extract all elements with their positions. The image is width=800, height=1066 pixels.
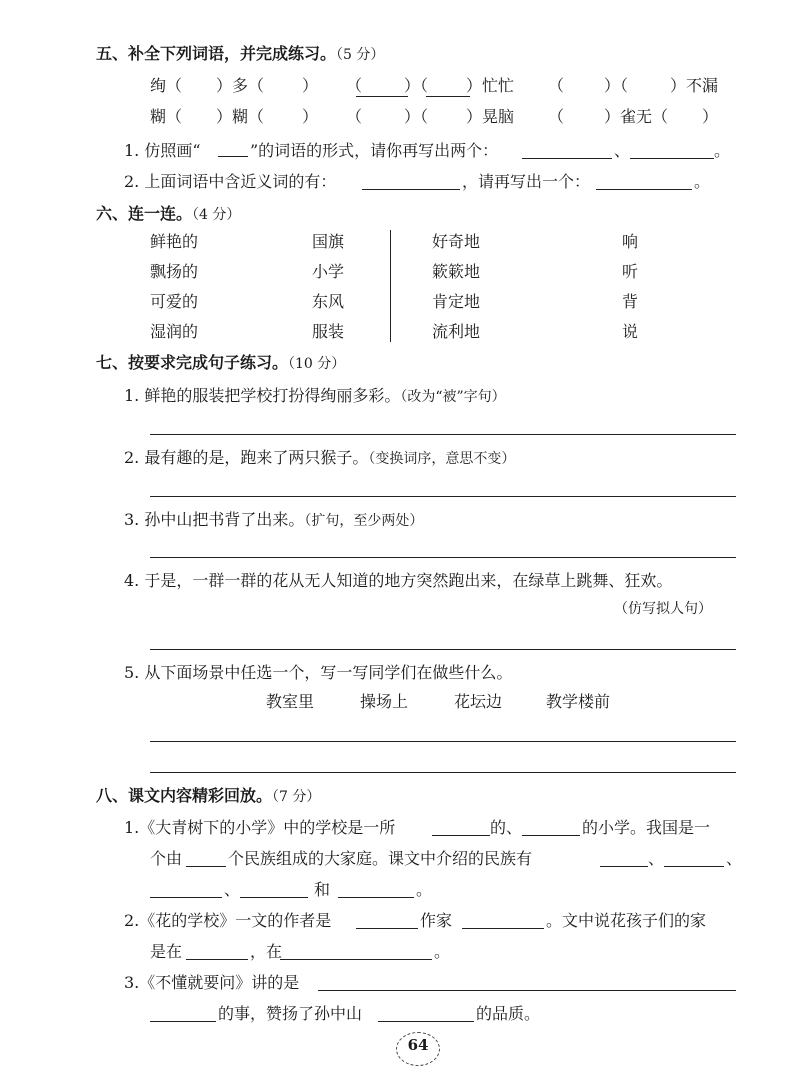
s8-q1-text: 的小学。我国是一 bbox=[582, 818, 711, 837]
s5-row2-text: ） bbox=[702, 107, 719, 126]
s8-q1-text: 和 bbox=[314, 880, 331, 899]
s8-q2-text: 。文中说花孩子们的家 bbox=[546, 911, 707, 930]
s5-row2-text: ）晃脑 bbox=[466, 107, 515, 126]
column-divider bbox=[390, 230, 391, 342]
match-item: 响 bbox=[622, 232, 639, 251]
s8-q1-blank[interactable] bbox=[240, 897, 308, 898]
section5-heading: 五、补全下列词语，并完成练习。（5 分） bbox=[96, 44, 385, 63]
s5-row1-text: ）（ bbox=[404, 76, 429, 95]
s8-q2-blank[interactable] bbox=[462, 928, 544, 929]
s5-q1-answer2[interactable] bbox=[630, 158, 714, 159]
s8-q1-blank[interactable] bbox=[600, 866, 648, 867]
s7-q5-answer-line[interactable] bbox=[150, 741, 736, 742]
match-item: 湿润的 bbox=[150, 322, 199, 341]
s8-q1-blank[interactable] bbox=[186, 866, 226, 867]
section6-heading: 六、连一连。（4 分） bbox=[96, 204, 241, 223]
s5-row1-text: ） bbox=[302, 76, 319, 95]
s7-q1: 1. 鲜艳的服装把学校打扮得绚丽多彩。（改为“被”字句） bbox=[124, 386, 506, 405]
s8-q1-text: 、 bbox=[648, 849, 665, 868]
scene-option: 花坛边 bbox=[454, 692, 503, 711]
s8-q1-text: 的、 bbox=[490, 818, 523, 837]
s5-q2-text: ，请再写出一个： bbox=[462, 172, 591, 191]
s5-q1-text: ”的词语的形式，请你再写出两个： bbox=[250, 141, 499, 160]
s5-row2-text: 糊（ bbox=[150, 107, 183, 126]
s8-q1-text: 、 bbox=[726, 849, 743, 868]
s7-q4-answer-line[interactable] bbox=[150, 649, 736, 650]
s8-q2-blank[interactable] bbox=[186, 959, 248, 960]
scene-option: 教学楼前 bbox=[546, 692, 611, 711]
match-item: 东风 bbox=[312, 292, 345, 311]
s8-q1-blank[interactable] bbox=[150, 897, 222, 898]
s8-q1-blank[interactable] bbox=[432, 835, 490, 836]
s5-row1-blank[interactable] bbox=[426, 96, 470, 97]
s5-q1-text: 。 bbox=[714, 141, 731, 160]
scene-option: 操场上 bbox=[360, 692, 409, 711]
s7-q5-answer-line[interactable] bbox=[150, 772, 736, 773]
s5-row1-text: ）（ bbox=[604, 76, 629, 95]
scene-option: 教室里 bbox=[266, 692, 315, 711]
s8-q2-text: 2.《花的学校》一文的作者是 bbox=[124, 911, 332, 930]
page-number: 64 bbox=[396, 1032, 440, 1066]
s5-row2-text: ） bbox=[302, 107, 319, 126]
match-item: 簌簌地 bbox=[432, 262, 481, 281]
s7-q4-note: （仿写拟人句） bbox=[614, 601, 712, 617]
s5-q2-text: 2. 上面词语中含近义词的有： bbox=[124, 172, 337, 191]
s8-q3-text: 的品质。 bbox=[476, 1004, 541, 1023]
s8-q3-blank[interactable] bbox=[150, 1021, 216, 1022]
s5-row2-text: （ bbox=[346, 107, 363, 126]
s8-q3-blank[interactable] bbox=[318, 990, 736, 991]
s5-row2-text: （ bbox=[548, 107, 565, 126]
s5-q2-text: 。 bbox=[694, 172, 711, 191]
match-item: 可爱的 bbox=[150, 292, 199, 311]
s8-q1-text: 1.《大青树下的小学》中的学校是一所 bbox=[124, 818, 396, 837]
match-item: 听 bbox=[622, 262, 639, 281]
s8-q2-blank[interactable] bbox=[280, 959, 432, 960]
s5-row2-text: ）（ bbox=[404, 107, 429, 126]
s5-q1-text: 1. 仿照画“ bbox=[124, 141, 201, 160]
s5-q2-answer2[interactable] bbox=[596, 189, 692, 190]
s8-q1-blank[interactable] bbox=[664, 866, 724, 867]
s8-q1-text: 个民族组成的大家庭。课文中介绍的民族有 bbox=[228, 849, 533, 868]
match-item: 飘扬的 bbox=[150, 262, 199, 281]
s5-row1-text: ）不漏 bbox=[670, 76, 719, 95]
s5-row1-text: （ bbox=[548, 76, 565, 95]
s8-q2-text: 作家 bbox=[420, 911, 453, 930]
s7-q2-answer-line[interactable] bbox=[150, 496, 736, 497]
s8-q2-text: 。 bbox=[434, 942, 451, 961]
match-item: 小学 bbox=[312, 262, 345, 281]
s8-q1-text: 。 bbox=[416, 880, 433, 899]
s5-q1-answer1[interactable] bbox=[522, 158, 612, 159]
s5-row1-text: （ bbox=[346, 76, 363, 95]
s7-q1-answer-line[interactable] bbox=[150, 434, 736, 435]
s5-row1-blank[interactable] bbox=[356, 96, 408, 97]
s5-q2-answer1[interactable] bbox=[362, 189, 460, 190]
s8-q1-text: 、 bbox=[224, 880, 241, 899]
match-item: 服装 bbox=[312, 322, 345, 341]
s8-q1-blank[interactable] bbox=[338, 897, 414, 898]
s5-row1-text: ）多（ bbox=[216, 76, 265, 95]
s8-q3-text: 3.《不懂就要问》讲的是 bbox=[124, 973, 300, 992]
match-item: 说 bbox=[622, 322, 639, 341]
s7-q4: 4. 于是，一群一群的花从无人知道的地方突然跑出来，在绿草上跳舞、狂欢。 bbox=[124, 571, 673, 590]
s8-q2-text: 是在 bbox=[150, 942, 183, 961]
s8-q3-text: 的事，赞扬了孙中山 bbox=[218, 1004, 363, 1023]
s8-q3-blank[interactable] bbox=[378, 1021, 474, 1022]
s8-q1-blank[interactable] bbox=[522, 835, 580, 836]
s8-q2-text: ，在 bbox=[250, 942, 283, 961]
s5-row2-text: ）糊（ bbox=[216, 107, 265, 126]
section7-heading: 七、按要求完成句子练习。（10 分） bbox=[96, 353, 346, 372]
section8-heading: 八、课文内容精彩回放。（7 分） bbox=[96, 786, 321, 805]
s5-q1-sample-line bbox=[218, 156, 248, 157]
s8-q2-blank[interactable] bbox=[356, 928, 418, 929]
s7-q3-answer-line[interactable] bbox=[150, 557, 736, 558]
s5-row1-text: ）忙忙 bbox=[466, 76, 515, 95]
match-item: 肯定地 bbox=[432, 292, 481, 311]
match-item: 流利地 bbox=[432, 322, 481, 341]
match-item: 国旗 bbox=[312, 232, 345, 251]
match-item: 好奇地 bbox=[432, 232, 481, 251]
s7-q3: 3. 孙中山把书背了出来。（扩句，至少两处） bbox=[124, 510, 424, 529]
s5-q1-text: 、 bbox=[614, 141, 631, 160]
s5-row1-item1: 绚（ bbox=[150, 76, 183, 95]
s8-q1-text: 个由 bbox=[150, 849, 183, 868]
s7-q5: 5. 从下面场景中任选一个，写一写同学们在做些什么。 bbox=[124, 663, 513, 682]
s5-row2-text: ）雀无（ bbox=[604, 107, 669, 126]
s7-q2: 2. 最有趣的是，跑来了两只猴子。（变换词序，意思不变） bbox=[124, 448, 516, 467]
match-item: 背 bbox=[622, 292, 639, 311]
match-item: 鲜艳的 bbox=[150, 232, 199, 251]
